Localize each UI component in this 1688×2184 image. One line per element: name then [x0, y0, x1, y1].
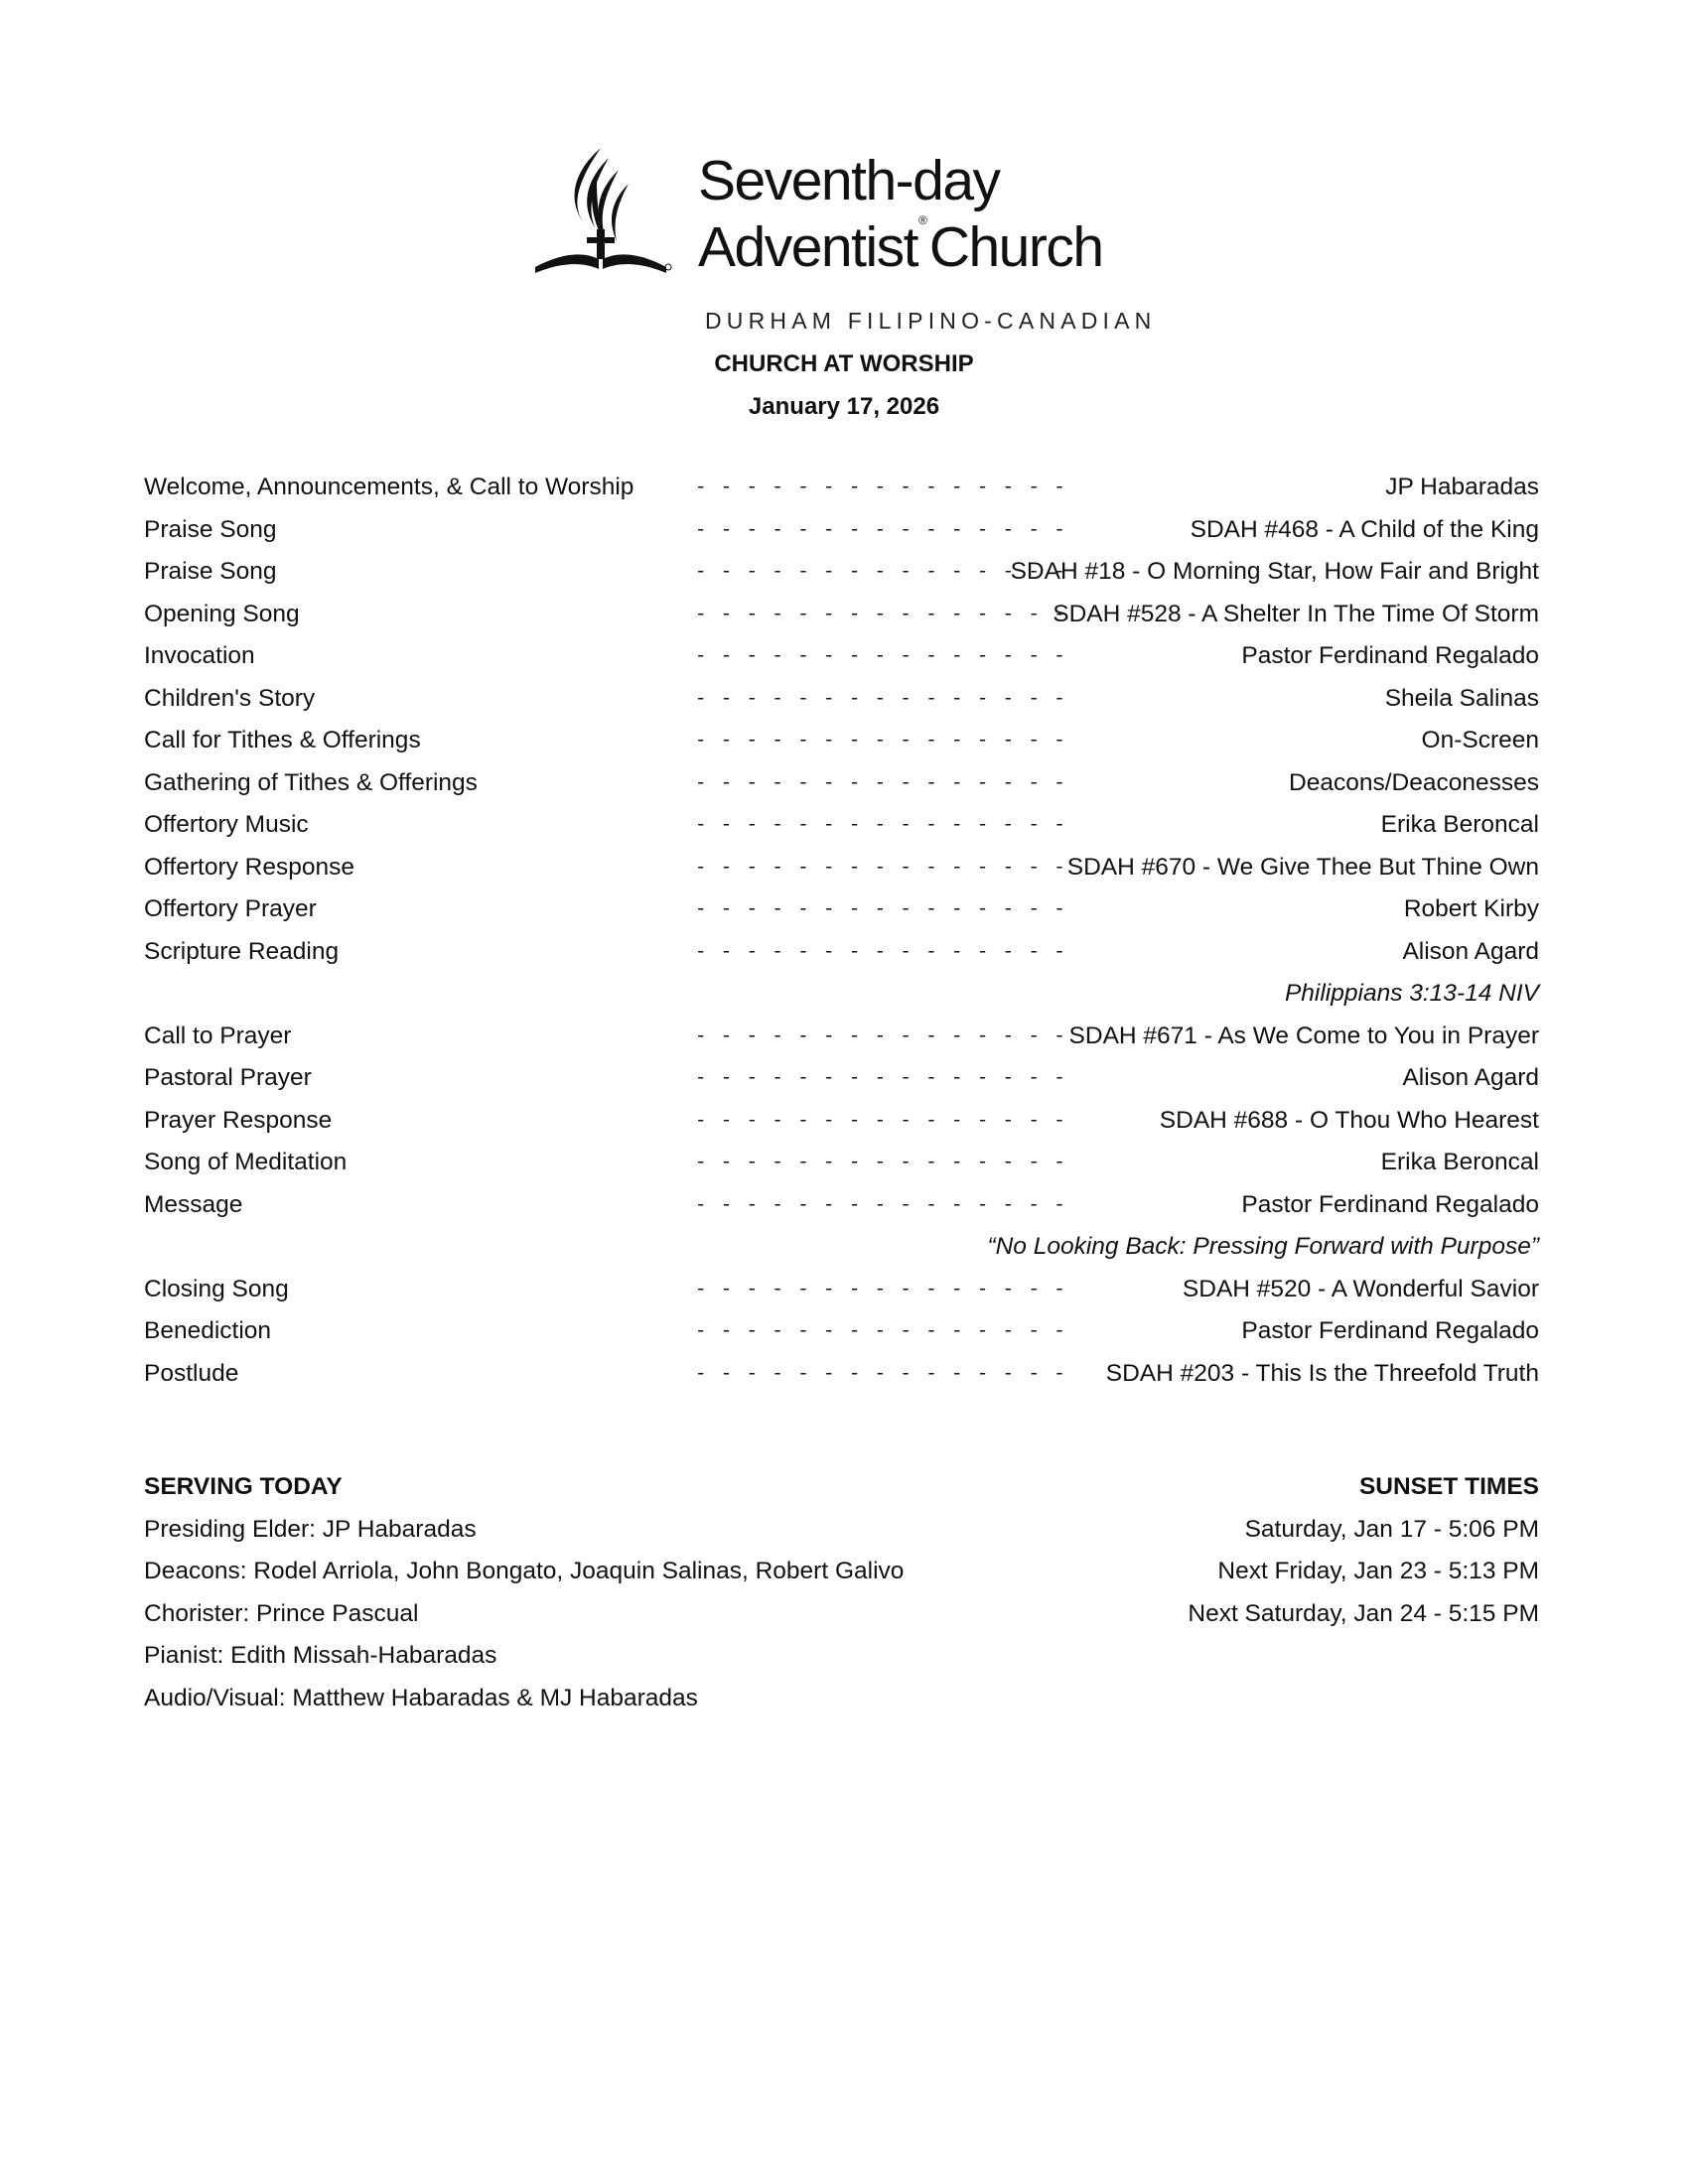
- program-row: [144, 639, 1539, 682]
- flame-bible-logo-icon: [531, 144, 672, 273]
- program-item-assignment: Alison Agard: [1402, 937, 1539, 965]
- program-item-label: Call to Prayer: [144, 1022, 292, 1049]
- program-row: [144, 935, 1539, 978]
- logo-wordmark-line2: [698, 211, 1103, 278]
- sunset-times-section: [943, 1470, 1539, 1639]
- leader-dashes: - - - - - - - - - - - - - - -: [695, 814, 1067, 836]
- sunset-line: Next Friday, Jan 23 - 5:13 PM: [1217, 1558, 1539, 1584]
- program-row: [144, 1357, 1539, 1400]
- program-row: [144, 1146, 1539, 1188]
- program-item-label: Offertory Prayer: [144, 895, 317, 922]
- serving-line: Pianist: Edith Missah-Habaradas: [144, 1642, 497, 1669]
- leader-dashes: - - - - - - - - - - - - - - -: [695, 1109, 1067, 1132]
- leader-dashes: - - - - - - - - - - - - - - -: [695, 1152, 1067, 1173]
- program-row: [144, 851, 1539, 893]
- program-item-label: Invocation: [144, 642, 255, 669]
- program-item-assignment: Erika Beroncal: [1380, 1149, 1539, 1175]
- program-row: [144, 1020, 1539, 1062]
- sunset-times-heading: SUNSET TIMES: [1358, 1473, 1539, 1500]
- program-item-assignment: Deacons/Deaconesses: [1289, 768, 1539, 796]
- leader-dashes: - - - - - - - - - - - - - - -: [695, 477, 1067, 498]
- page-title: [0, 350, 1688, 378]
- program-row: [144, 892, 1539, 935]
- leader-dashes: - - - - - - - - - - - - - - -: [695, 898, 1067, 920]
- program-row: [144, 1104, 1539, 1147]
- program-item-note: Philippians 3:13-14 NIV: [1284, 980, 1539, 1007]
- program-item-assignment: Pastor Ferdinand Regalado: [1241, 1190, 1539, 1218]
- program-row: [144, 682, 1539, 725]
- program-row: [144, 471, 1539, 513]
- leader-dashes: - - - - - - - - - - - - - - -: [695, 1067, 1067, 1089]
- leader-dashes: - - - - - - - - - - - - - - -: [695, 856, 1067, 879]
- program-item-label: Praise Song: [144, 558, 277, 585]
- program-item-label: Scripture Reading: [144, 937, 340, 965]
- program-item-label: Welcome, Announcements, & Call to Worship: [144, 474, 634, 500]
- leader-dashes: - - - - - - - - - - - - - - -: [695, 687, 1067, 710]
- program-row: [144, 766, 1539, 809]
- program-item-label: Prayer Response: [144, 1106, 333, 1134]
- program-item-assignment: SDAH #528 - A Shelter In The Time Of Storm: [1053, 600, 1539, 627]
- logo-wordmark-church: Church: [928, 215, 1103, 279]
- program-item-assignment: Alison Agard: [1402, 1064, 1539, 1091]
- leader-dashes: - - - - - - - - - - - - - - -: [695, 1193, 1067, 1216]
- serving-today-section: [144, 1470, 1038, 1723]
- program-row: [144, 513, 1539, 556]
- program-item-assignment: SDAH #688 - O Thou Who Hearest: [1159, 1106, 1539, 1134]
- leader-dashes: - - - - - - - - - - - - - - -: [695, 730, 1067, 751]
- program-item-label: Benediction: [144, 1317, 272, 1344]
- program-item-assignment: SDAH #671 - As We Come to You in Prayer: [1068, 1022, 1539, 1049]
- program-item-label: Song of Meditation: [144, 1149, 348, 1175]
- program-item-label: Offertory Response: [144, 853, 354, 881]
- leader-dashes: - - - - - - - - - - - - - - -: [695, 1362, 1067, 1385]
- program-row: [144, 1314, 1539, 1357]
- program-item-label: Offertory Music: [144, 811, 309, 838]
- leader-dashes: - - - - - - - - - - - - - - -: [695, 518, 1067, 541]
- leader-dashes: - - - - - - - - - - - - - - -: [695, 1320, 1067, 1342]
- program-item-label: Message: [144, 1190, 243, 1218]
- program-row: [144, 555, 1539, 598]
- program-item-label: Call for Tithes & Offerings: [144, 727, 421, 753]
- leader-dashes: - - - - - - - - - - - - - - -: [695, 1024, 1067, 1047]
- program-row: [144, 1273, 1539, 1315]
- serving-line: Deacons: Rodel Arriola, John Bongato, Joaquin Salinas, Robert Galivo: [144, 1558, 905, 1584]
- leader-dashes: - - - - - - - - - - - - - - -: [695, 561, 1067, 583]
- program-item-label: Praise Song: [144, 515, 277, 543]
- program-item-assignment: On-Screen: [1421, 727, 1539, 753]
- program-row: [144, 1061, 1539, 1104]
- congregation-name: DURHAM FILIPINO-CANADIAN: [705, 308, 1157, 334]
- program-item-assignment: SDAH #468 - A Child of the King: [1190, 515, 1539, 543]
- program-row: [144, 1188, 1539, 1231]
- program-item-label: Gathering of Tithes & Offerings: [144, 768, 478, 796]
- program-item-label: Postlude: [144, 1359, 239, 1387]
- sunset-line: Saturday, Jan 17 - 5:06 PM: [1244, 1515, 1539, 1543]
- serving-line: Audio/Visual: Matthew Habaradas & MJ Habaradas: [144, 1684, 698, 1711]
- program-item-label: Opening Song: [144, 600, 300, 627]
- registered-mark: ®: [917, 213, 927, 227]
- church-logo: [531, 144, 1167, 283]
- program-row: [144, 598, 1539, 640]
- program-item-note: “No Looking Back: Pressing Forward with Purpose”: [987, 1233, 1539, 1260]
- program-item-assignment: Pastor Ferdinand Regalado: [1241, 642, 1539, 669]
- serving-line: Chorister: Prince Pascual: [144, 1599, 419, 1627]
- leader-dashes: - - - - - - - - - - - - - - -: [695, 940, 1067, 963]
- logo-wordmark: [698, 150, 1103, 278]
- leader-dashes: - - - - - - - - - - - - - - -: [695, 645, 1067, 667]
- sunset-line: Next Saturday, Jan 24 - 5:15 PM: [1188, 1599, 1539, 1627]
- program-item-label: Children's Story: [144, 684, 316, 712]
- program-item-assignment: Pastor Ferdinand Regalado: [1241, 1317, 1539, 1344]
- program-item-assignment: Erika Beroncal: [1380, 811, 1539, 838]
- logo-wordmark-adventist: Adventist: [698, 215, 917, 279]
- leader-dashes: - - - - - - - - - - - - - - -: [695, 771, 1067, 794]
- leader-dashes: - - - - - - - - - - - - - - -: [695, 603, 1067, 625]
- service-date: [0, 393, 1688, 421]
- leader-dashes: - - - - - - - - - - - - - - -: [695, 1278, 1067, 1300]
- program-item-assignment: Sheila Salinas: [1384, 684, 1539, 712]
- program-row: [144, 724, 1539, 766]
- serving-line: Presiding Elder: JP Habaradas: [144, 1515, 477, 1543]
- program-row: [144, 808, 1539, 851]
- page-title-text: CHURCH AT WORSHIP: [714, 350, 974, 377]
- program-item-assignment: SDAH #18 - O Morning Star, How Fair and Bright: [1010, 558, 1539, 585]
- program-item-label: Pastoral Prayer: [144, 1064, 312, 1091]
- program-item-label: Closing Song: [144, 1275, 289, 1302]
- serving-today-heading: SERVING TODAY: [144, 1473, 343, 1500]
- logo-wordmark-line1: Seventh-day: [698, 149, 1000, 212]
- program-item-assignment: SDAH #520 - A Wonderful Savior: [1182, 1275, 1539, 1302]
- program-item-assignment: SDAH #203 - This Is the Threefold Truth: [1105, 1359, 1539, 1387]
- program-item-assignment: JP Habaradas: [1385, 474, 1539, 500]
- program-item-assignment: SDAH #670 - We Give Thee But Thine Own: [1066, 853, 1539, 881]
- program-note-row: [144, 977, 1539, 1020]
- service-date-text: January 17, 2026: [748, 393, 940, 420]
- order-of-service: [144, 471, 1539, 1399]
- program-item-assignment: Robert Kirby: [1403, 895, 1539, 922]
- program-note-row: [144, 1230, 1539, 1273]
